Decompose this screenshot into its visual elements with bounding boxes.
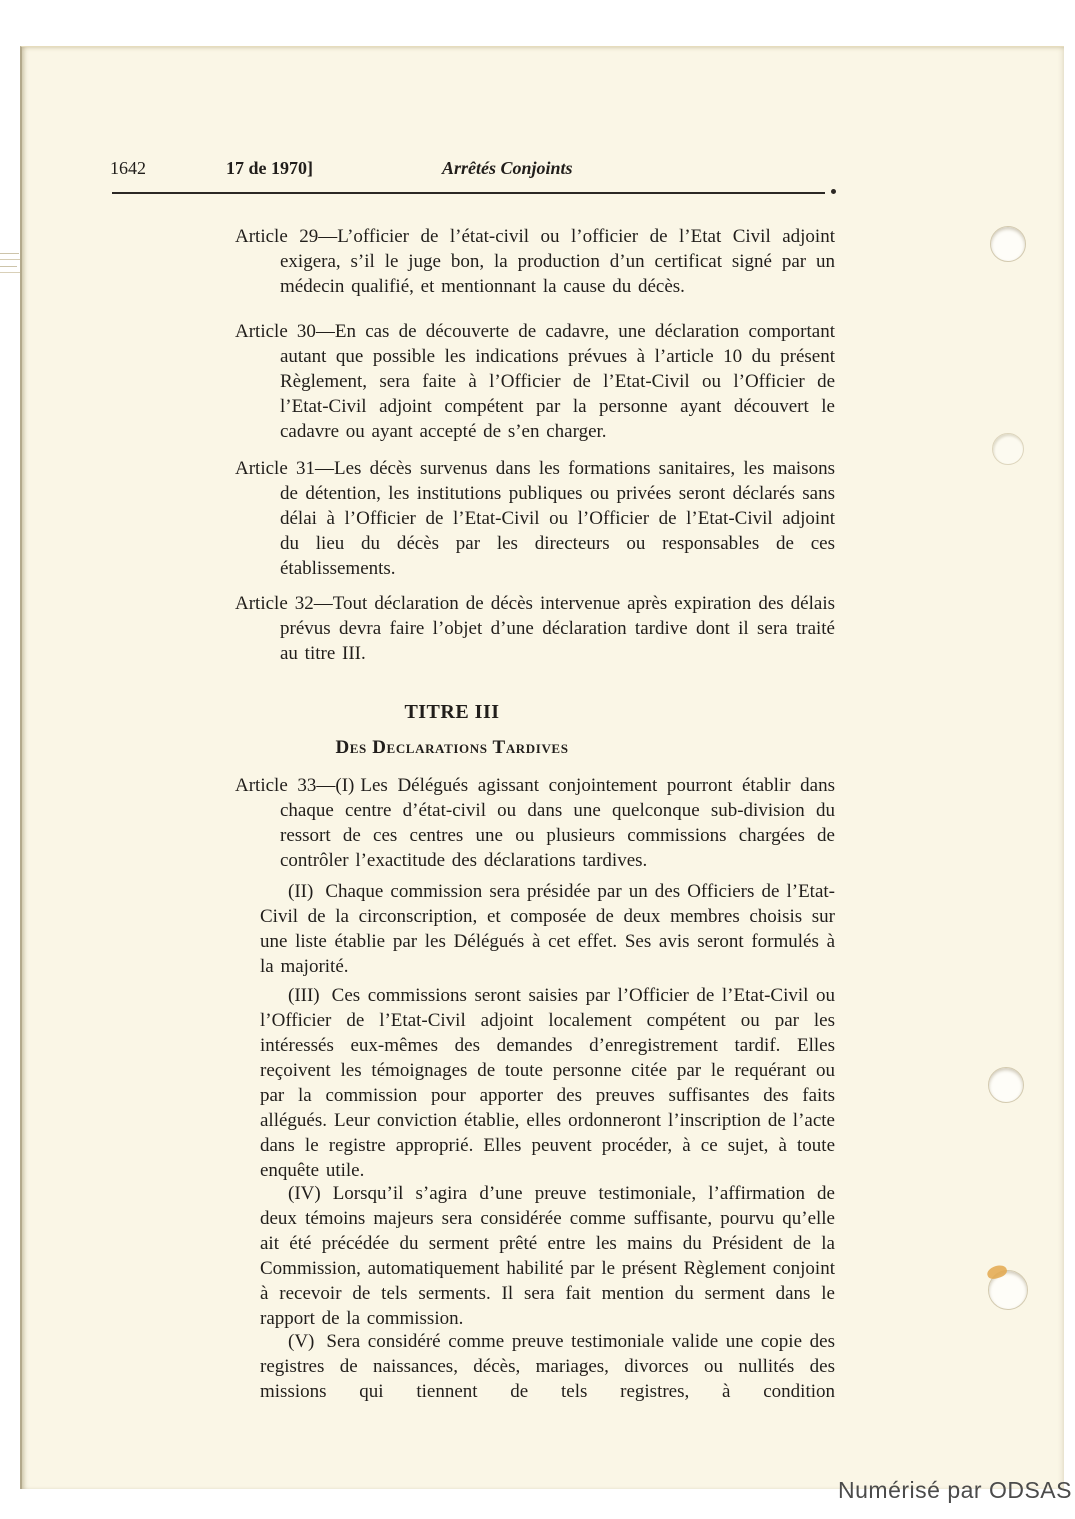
punch-hole-2 bbox=[992, 433, 1024, 465]
article-30-label: Article 30— bbox=[235, 321, 335, 342]
punch-hole-1 bbox=[990, 226, 1026, 262]
edge-scratch-line bbox=[0, 259, 21, 260]
article-30 bbox=[235, 319, 835, 444]
punch-hole-smudge bbox=[986, 1263, 1009, 1281]
clause-II-text: Chaque commission sera présidée par un des Officiers de l’Etat-Civil de la circonscription, et composée de deux membres choisis sur une liste établie par les Délégués à cet effet. Ses avis seront formulés à la majorité. bbox=[260, 881, 835, 977]
article-32-label: Article 32— bbox=[235, 593, 333, 614]
article-32 bbox=[235, 591, 835, 666]
clause-II-numeral: (II) bbox=[288, 881, 314, 902]
clause-IV-numeral: (IV) bbox=[288, 1183, 321, 1204]
section-title: TITRE III bbox=[404, 701, 500, 723]
article-29-text: L’officier de l’état-civil ou l’officier de l’Etat Civil adjoint exigera, s’il le juge bon, la production d’un certificat signé par un médecin qualifié, et mentionnant la cause du décès. bbox=[280, 226, 835, 297]
clause-V-numeral: (V) bbox=[288, 1331, 315, 1352]
article-31 bbox=[235, 456, 835, 581]
clause-I-text: Les Délégués agissant conjointement pourront établir dans chaque centre d’état-civil ou dans une quelconque sub-division du ressort de ces centres une ou plusieurs commissions chargées de contrôler l’exactitude des déclarations tardives. bbox=[280, 775, 835, 871]
clause-I-numeral: (I) bbox=[335, 775, 355, 796]
section-subtitle: Des Declarations Tardives bbox=[335, 737, 569, 758]
header-rule-end-dot bbox=[831, 189, 836, 194]
scan-watermark: Numérisé par ODSAS bbox=[838, 1477, 1072, 1503]
article-32-text: Tout déclaration de décès intervenue après expiration des délais prévus devra faire l’objet d’une déclaration tardive dont il sera traité au titre III. bbox=[280, 593, 835, 664]
document-page bbox=[20, 46, 1064, 1489]
article-33-clause-IV bbox=[260, 1181, 835, 1331]
article-31-text: Les décès survenus dans les formations sanitaires, les maisons de détention, les institutions publiques ou privées seront déclarés sans délai à l’Officier de l’Etat-Civil ou l’Officier de l’Etat-Civil adjoint du lieu du décès par les directeurs ou responsables de ces établissements. bbox=[280, 458, 835, 579]
article-31-label: Article 31— bbox=[235, 458, 334, 479]
edge-scratch-line bbox=[0, 272, 20, 273]
journal-title: Arrêtés Conjoints bbox=[442, 158, 573, 178]
article-33-clause-III bbox=[260, 983, 835, 1183]
article-33-clause-II bbox=[260, 879, 835, 979]
clause-IV-text: Lorsqu’il s’agira d’une preuve testimoniale, l’affirmation de deux témoins majeurs sera considérée comme suffisante, pourvu qu’elle ait été précédée du serment prêté entre les mains du Président de la Commission, automatiquement habilité par le présent Règlement conjoint à recevoir de tels serments. Il sera fait mention du serment dans le rapport de la commission. bbox=[260, 1183, 835, 1329]
clause-V-text: Sera considéré comme preuve testimoniale valide une copie des registres de naissances, décès, mariages, divorces ou nullités des missions qui tiennent de tels registres, à condition bbox=[260, 1331, 835, 1402]
article-33-clause-V bbox=[260, 1329, 835, 1404]
page-number: 1642 bbox=[110, 158, 146, 178]
article-33-clause-I bbox=[235, 773, 835, 873]
article-30-text: En cas de découverte de cadavre, une déclaration comportant autant que possible les indications prévues à l’article 10 du présent Règlement, sera faite à l’Officier de l’Etat-Civil ou l’Officier de l’Etat-Civil adjoint compétent par la personne ayant découvert le cadavre ou ayant accepté de s’en charger. bbox=[280, 321, 835, 442]
edge-scratch-line bbox=[0, 253, 19, 254]
clause-III-text: Ces commissions seront saisies par l’Officier de l’Etat-Civil ou l’Officier de l’Etat-Civil adjoint localement compétent ou par les intéressés eux-mêmes des demandes d’enregistrement tardif. Elles reçoivent les témoignages de toute personne citée par le requérant ou par la commission pour apporter des preuves suffisantes des faits allégués. Leur conviction établie, elles ordonneront l’inscription de l’acte dans le registre approprié. Elles peuvent procéder, à ce sujet, à toute enquête utile. bbox=[260, 985, 835, 1181]
punch-hole-3 bbox=[988, 1067, 1024, 1103]
edge-scratch-line bbox=[0, 266, 17, 267]
article-29 bbox=[235, 224, 835, 299]
article-29-label: Article 29— bbox=[235, 226, 338, 247]
issue-reference: 17 de 1970] bbox=[226, 158, 313, 178]
header-rule bbox=[112, 192, 825, 194]
clause-III-numeral: (III) bbox=[288, 985, 320, 1006]
punch-hole-4 bbox=[988, 1270, 1028, 1310]
article-33-label: Article 33— bbox=[235, 775, 336, 796]
